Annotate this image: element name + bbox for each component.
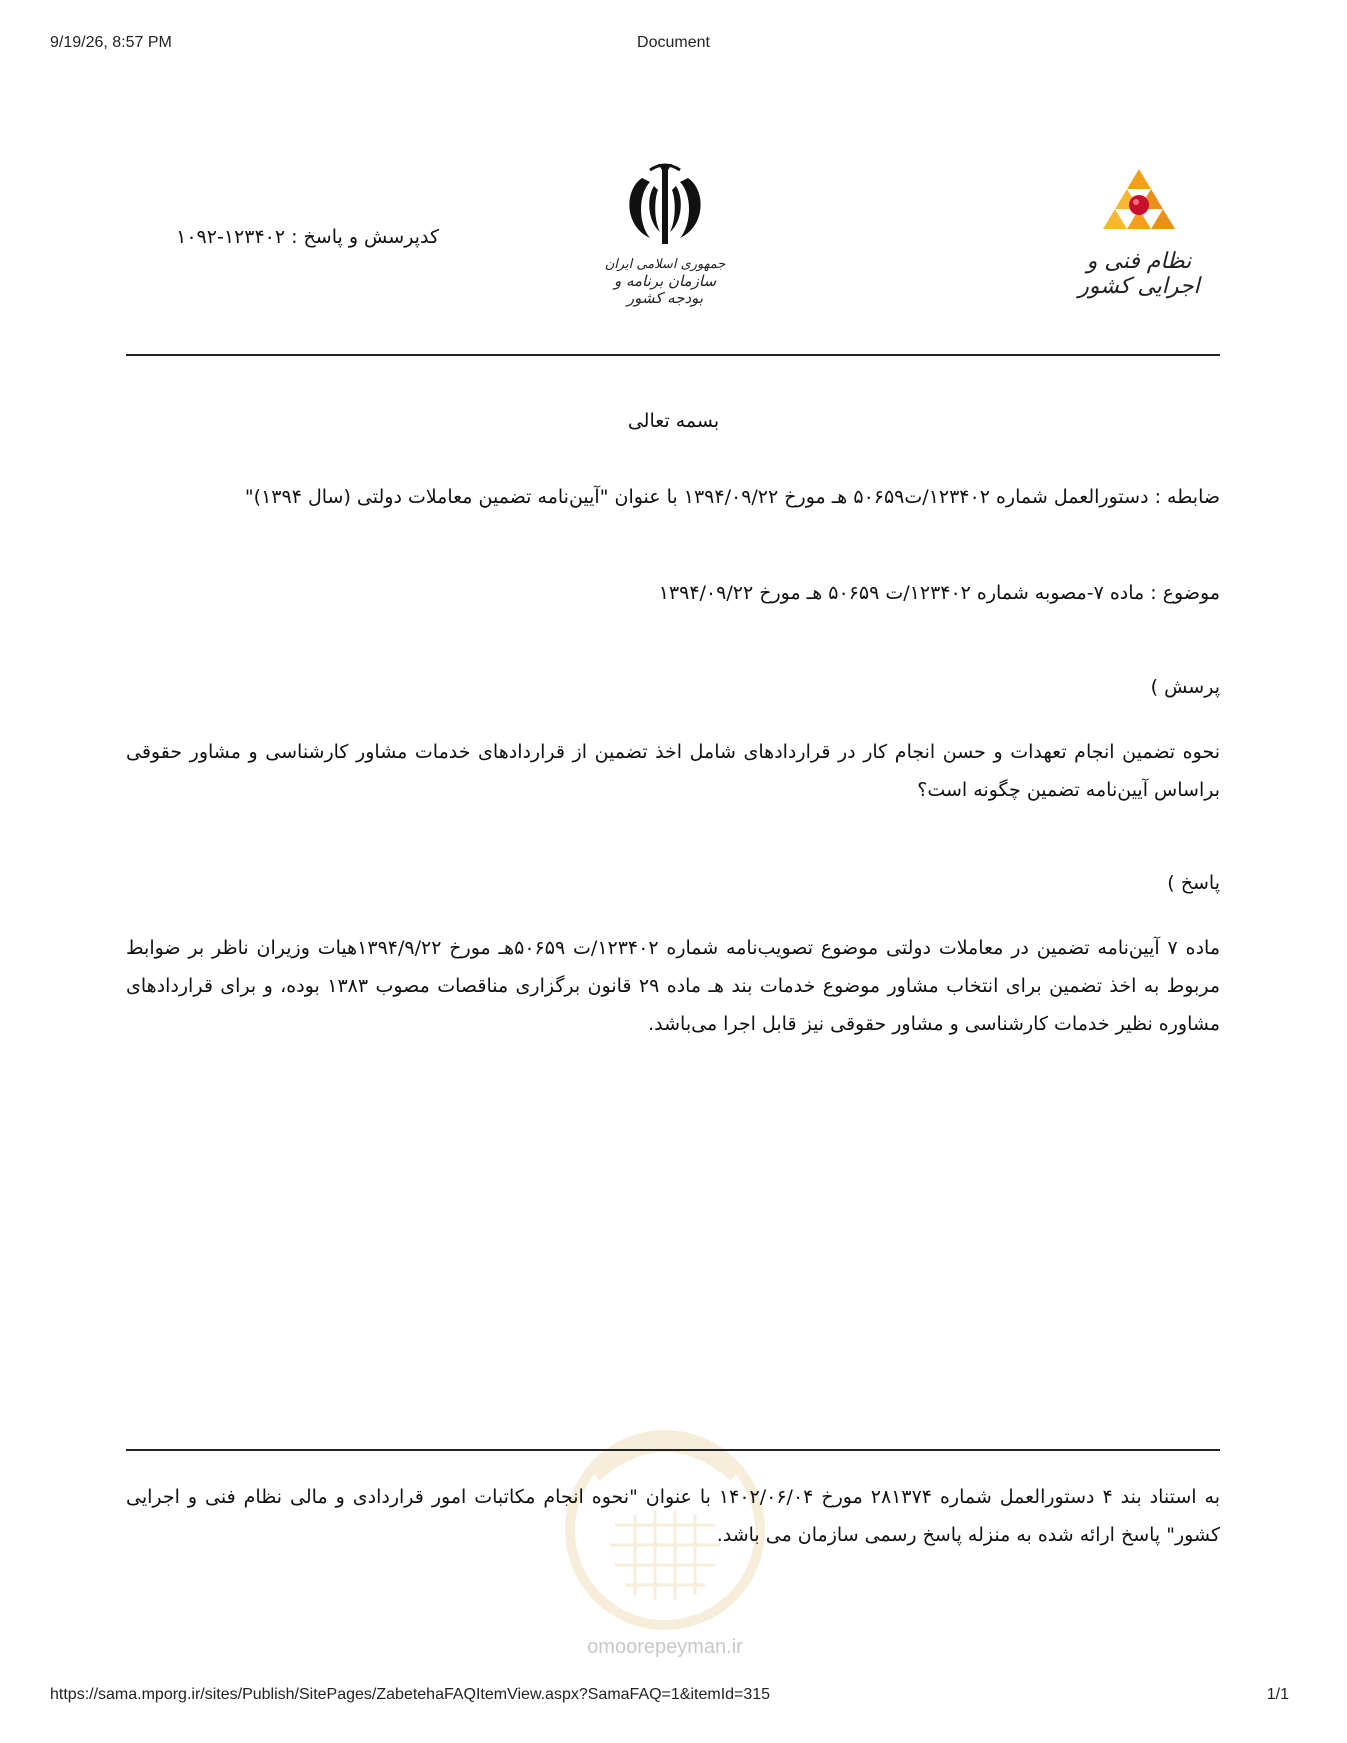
- print-document-title: Document: [637, 34, 710, 51]
- question-label: پرسش ): [1150, 676, 1220, 698]
- emblem-icon: [620, 160, 710, 252]
- pyramid-logo-icon: [1099, 165, 1179, 243]
- print-url: https://sama.mporg.ir/sites/Publish/SitePages/ZabetehaFAQItemView.aspx?SamaFAQ=1&itemId=315: [50, 1686, 771, 1703]
- footer-note: به استناد بند ۴ دستورالعمل شماره ۲۸۱۳۷۴ مورخ ۱۴۰۲/۰۶/۰۴ با عنوان "نحوه انجام مکاتبات امور قراردادی و مالی نظام فنی و اجرایی کشور" پاسخ ارائه شده به منزله پاسخ رسمی سازمان می باشد.: [126, 1486, 1220, 1546]
- header-divider: [126, 354, 1220, 356]
- answer-label: پاسخ ): [1167, 872, 1220, 894]
- gov-caption-line1: جمهوری اسلامی ایران: [604, 257, 726, 272]
- subject-line: موضوع : ماده ۷-مصوبه شماره ۱۲۳۴۰۲/ت ۵۰۶۵۹ هـ مورخ ۱۳۹۴/۰۹/۲۲: [658, 582, 1220, 604]
- watermark-site: omoorepeyman.ir: [587, 1636, 743, 1658]
- question-text: نحوه تضمین انجام تعهدات و حسن انجام کار در قراردادهای شامل اخذ تضمین از قراردادهای خدمات مشاور کارشناسی و مشاور حقوقی براساس آیین‌نامه تضمین چگونه است؟: [126, 741, 1220, 801]
- gov-caption-line2: سازمان برنامه و بودجه کشور: [613, 272, 717, 307]
- technical-system-logo: [1060, 165, 1218, 305]
- footer-divider: [126, 1449, 1220, 1451]
- question-code: کدپرسش و پاسخ : ۱۲۳۴۰۲-۱۰۹۲: [176, 226, 439, 248]
- print-page-number: 1/1: [1266, 1686, 1289, 1703]
- bismillah-heading: بسمه تعالی: [627, 410, 720, 432]
- iran-emblem-logo: [600, 160, 730, 310]
- org-caption: نظام فنی و اجرایی کشور: [1078, 249, 1200, 299]
- answer-text: ماده ۷ آیین‌نامه تضمین در معاملات دولتی موضوع تصویب‌نامه شماره ۱۲۳۴۰۲/ت ۵۰۶۵۹هـ مورخ ۱۳۹۴/۹/۲۲هیات وزیران ناظر بر ضوابط مربوط به اخذ تضمین برای انتخاب مشاور موضوع خدمات بند هـ ماده ۲۹ قانون برگزاری مناقصات مصوب ۱۳۸۳ بوده، و برای قراردادهای مشاوره نظیر خدمات کارشناسی و مشاور حقوقی نیز قابل اجرا می‌باشد.: [126, 937, 1221, 1035]
- print-datetime: 9/19/26, 8:57 PM: [50, 34, 172, 51]
- regulation-line: ضابطه : دستورالعمل شماره ۱۲۳۴۰۲/ت۵۰۶۵۹ هـ مورخ ۱۳۹۴/۰۹/۲۲ با عنوان "آیین‌نامه تضمین معاملات دولتی (سال ۱۳۹۴)": [244, 486, 1220, 508]
